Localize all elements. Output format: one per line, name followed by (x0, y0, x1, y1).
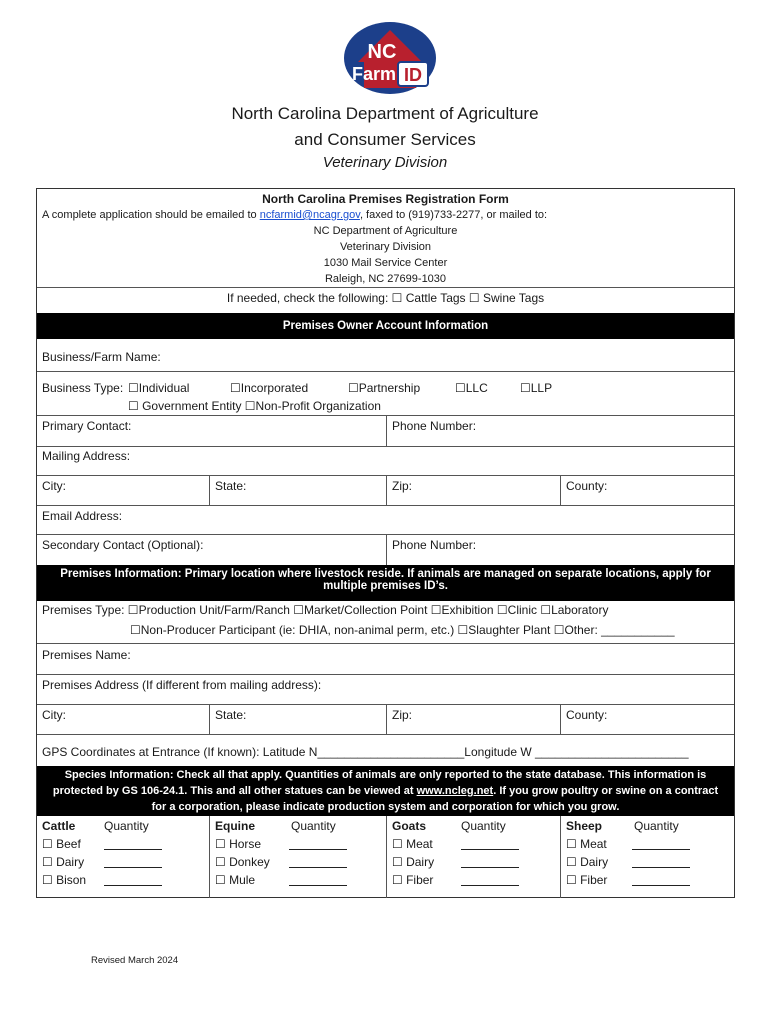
form-title: North Carolina Premises Registration Form (262, 192, 509, 206)
address-line-1: NC Department of Agriculture (313, 225, 458, 237)
quantity-line[interactable] (289, 885, 347, 886)
quantity-label: Quantity (634, 819, 679, 833)
quantity-line[interactable] (289, 849, 347, 850)
premises-city-field[interactable]: City: (42, 708, 66, 722)
llp-checkbox[interactable]: ☐LLP (520, 381, 553, 395)
species-option[interactable]: ☐ Mule (215, 873, 256, 887)
llc-checkbox[interactable]: ☐LLC (455, 381, 488, 395)
phone-field[interactable]: Phone Number: (392, 419, 477, 433)
city-field[interactable]: City: (42, 479, 66, 493)
quantity-label: Quantity (104, 819, 149, 833)
species-name: Equine (215, 819, 256, 833)
incorporated-checkbox[interactable]: ☐Incorporated (230, 381, 309, 395)
zip-field[interactable]: Zip: (392, 479, 413, 493)
quantity-line[interactable] (104, 849, 162, 850)
individual-checkbox[interactable]: ☐Individual (128, 381, 190, 395)
species-option[interactable]: ☐ Fiber (566, 873, 608, 887)
swine-tags-checkbox[interactable]: ☐ Swine Tags (468, 291, 545, 305)
quantity-line[interactable] (632, 849, 690, 850)
species-option[interactable]: ☐ Meat (566, 837, 607, 851)
quantity-line[interactable] (289, 867, 347, 868)
division-title: Veterinary Division (322, 154, 448, 171)
nc-farm-id-logo (340, 18, 440, 96)
quantity-line[interactable] (461, 867, 519, 868)
species-name: Goats (392, 819, 427, 833)
quantity-line[interactable] (104, 867, 162, 868)
premises-zip-field[interactable]: Zip: (392, 708, 413, 722)
premises-name-field[interactable]: Premises Name: (42, 648, 131, 662)
cattle-tags-checkbox[interactable]: ☐ Cattle Tags (391, 291, 466, 305)
agency-title-line1: North Carolina Department of Agriculture (231, 104, 539, 123)
quantity-label: Quantity (291, 819, 336, 833)
species-section-header: Species Information: Check all that apply. Quantities of animals are only reported to the state database. This information is protected by GS 106-24.1. This and all other statues can be viewed at www.ncleg.net. If you grow poultry or swine on a contract for a corporation, please indicate production system and corporation for which you grow. (37, 766, 734, 816)
email-link[interactable]: ncfarmid@ncagr.gov (259, 209, 360, 221)
species-group-sheep (566, 819, 726, 891)
quantity-label: Quantity (461, 819, 506, 833)
svg-text:ID: ID (404, 65, 422, 85)
form-intro: A complete application should be emailed to ncfarmid@ncagr.gov, faxed to (919)733-2277, or mailed to: (42, 209, 548, 221)
species-group-cattle (42, 819, 202, 891)
premises-type-row2[interactable]: ☐Non-Producer Participant (ie: DHIA, non-animal perm, etc.) ☐Slaughter Plant ☐Other: ___________ (130, 623, 675, 637)
species-option[interactable]: ☐ Dairy (392, 855, 435, 869)
owner-section-header: Premises Owner Account Information (37, 313, 734, 339)
species-option[interactable]: ☐ Bison (42, 873, 87, 887)
agency-title-line2: and Consumer Services (294, 130, 476, 149)
svg-text:NC: NC (367, 41, 397, 63)
government-nonprofit-checkboxes[interactable]: ☐ Government Entity ☐Non-Profit Organization (128, 399, 381, 413)
state-field[interactable]: State: (215, 479, 247, 493)
address-line-3: 1030 Mail Service Center (323, 257, 448, 269)
business-type-label: Business Type: (42, 381, 124, 395)
registration-form (36, 188, 735, 898)
gps-coordinates-field[interactable]: GPS Coordinates at Entrance (If known): Latitude N______________________Longitude W _______________________ (42, 745, 689, 759)
ncleg-link[interactable]: www.ncleg.net (416, 785, 494, 797)
species-option[interactable]: ☐ Dairy (566, 855, 609, 869)
premises-county-field[interactable]: County: (566, 708, 608, 722)
mailing-address-field[interactable]: Mailing Address: (42, 449, 131, 463)
county-field[interactable]: County: (566, 479, 608, 493)
species-name: Sheep (566, 819, 603, 833)
email-address-field[interactable]: Email Address: (42, 509, 123, 523)
premises-type-row1[interactable]: Premises Type: ☐Production Unit/Farm/Ranch ☐Market/Collection Point ☐Exhibition ☐Clinic ☐Laboratory (42, 603, 609, 617)
partnership-checkbox[interactable]: ☐Partnership (348, 381, 421, 395)
revision-date: Revised March 2024 (91, 955, 179, 966)
quantity-line[interactable] (632, 885, 690, 886)
tag-options: If needed, check the following: ☐ Cattle Tags ☐ Swine Tags (226, 291, 545, 305)
quantity-line[interactable] (632, 867, 690, 868)
species-option[interactable]: ☐ Horse (215, 837, 262, 851)
species-group-equine (215, 819, 375, 891)
premises-state-field[interactable]: State: (215, 708, 247, 722)
species-option[interactable]: ☐ Dairy (42, 855, 85, 869)
secondary-contact-field[interactable]: Secondary Contact (Optional): (42, 538, 204, 552)
species-option[interactable]: ☐ Fiber (392, 873, 434, 887)
species-option[interactable]: ☐ Beef (42, 837, 81, 851)
species-name: Cattle (42, 819, 76, 833)
primary-contact-field[interactable]: Primary Contact: (42, 419, 132, 433)
quantity-line[interactable] (104, 885, 162, 886)
address-line-4: Raleigh, NC 27699-1030 (324, 273, 447, 285)
quantity-line[interactable] (461, 885, 519, 886)
quantity-line[interactable] (461, 849, 519, 850)
secondary-phone-field[interactable]: Phone Number: (392, 538, 477, 552)
business-name-field[interactable]: Business/Farm Name: (42, 350, 161, 364)
premises-address-field[interactable]: Premises Address (If different from mailing address): (42, 678, 322, 692)
premises-section-header: Premises Information: Primary location where livestock reside. If animals are managed on separate locations, apply for multiple premises ID’s. (37, 565, 734, 601)
svg-text:Farm: Farm (351, 64, 397, 84)
species-group-goats (392, 819, 552, 891)
address-line-2: Veterinary Division (339, 241, 432, 253)
species-option[interactable]: ☐ Donkey (215, 855, 270, 869)
species-option[interactable]: ☐ Meat (392, 837, 433, 851)
